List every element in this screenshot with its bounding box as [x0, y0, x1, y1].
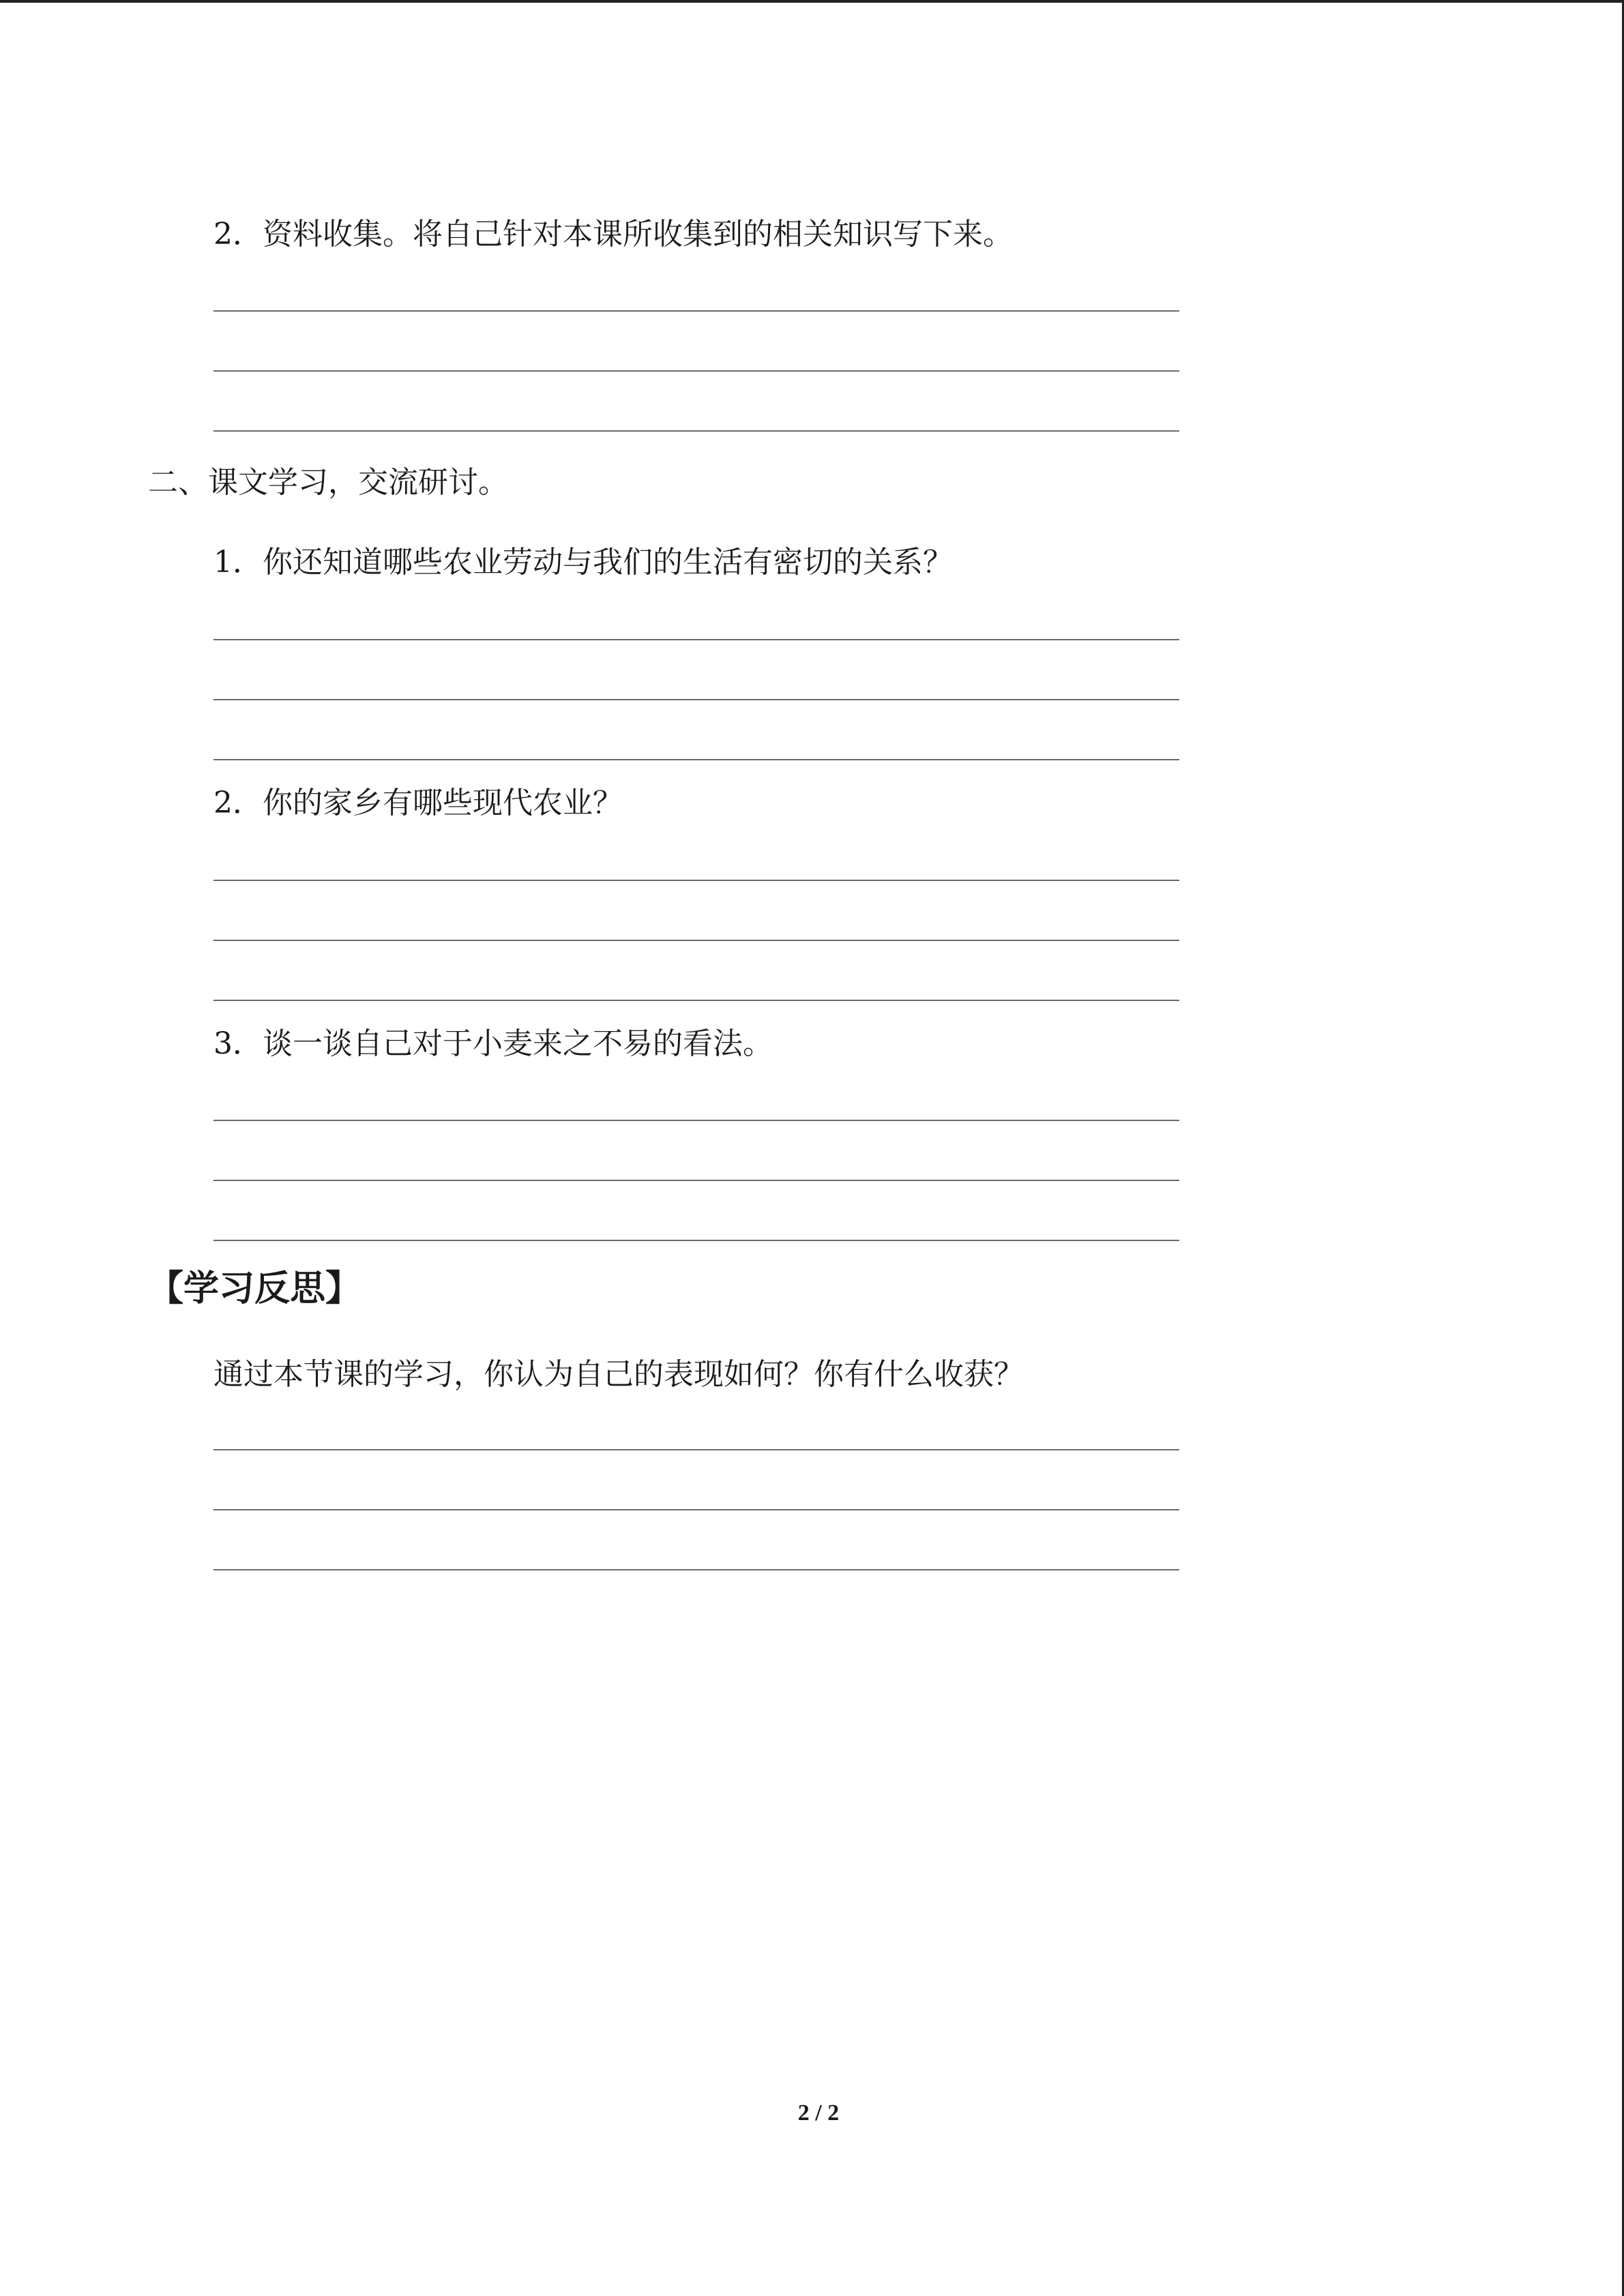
answer-line[interactable] [213, 430, 1179, 432]
answer-line[interactable] [213, 759, 1179, 760]
answer-line[interactable] [213, 1449, 1179, 1450]
answer-line[interactable] [213, 1509, 1179, 1510]
question-2: 2．你的家乡有哪些现代农业？ [213, 786, 623, 820]
reflection-prompt: 通过本节课的学习，你认为自己的表现如何？你有什么收获？ [213, 1357, 1024, 1392]
page-number: 2 / 2 [797, 2100, 840, 2126]
answer-line[interactable] [213, 1569, 1179, 1570]
answer-line[interactable] [213, 1240, 1179, 1241]
answer-line[interactable] [213, 940, 1179, 941]
answer-line[interactable] [213, 370, 1179, 372]
answer-line[interactable] [213, 310, 1179, 312]
answer-line[interactable] [213, 880, 1179, 881]
answer-line[interactable] [213, 1180, 1179, 1181]
answer-line[interactable] [213, 1000, 1179, 1001]
collection-question: 2．资料收集。将自己针对本课所收集到的相关知识写下来。 [213, 217, 1013, 252]
page-top-border [0, 0, 1624, 3]
section-heading-study: 二、课文学习，交流研讨。 [148, 465, 508, 500]
answer-line[interactable] [213, 639, 1179, 640]
question-3: 3．谈一谈自己对于小麦来之不易的看法。 [213, 1026, 773, 1061]
reflection-heading: 【学习反思】 [148, 1268, 361, 1309]
question-1: 1．你还知道哪些农业劳动与我们的生活有密切的关系？ [213, 545, 953, 580]
answer-line[interactable] [213, 699, 1179, 700]
answer-line[interactable] [213, 1120, 1179, 1121]
